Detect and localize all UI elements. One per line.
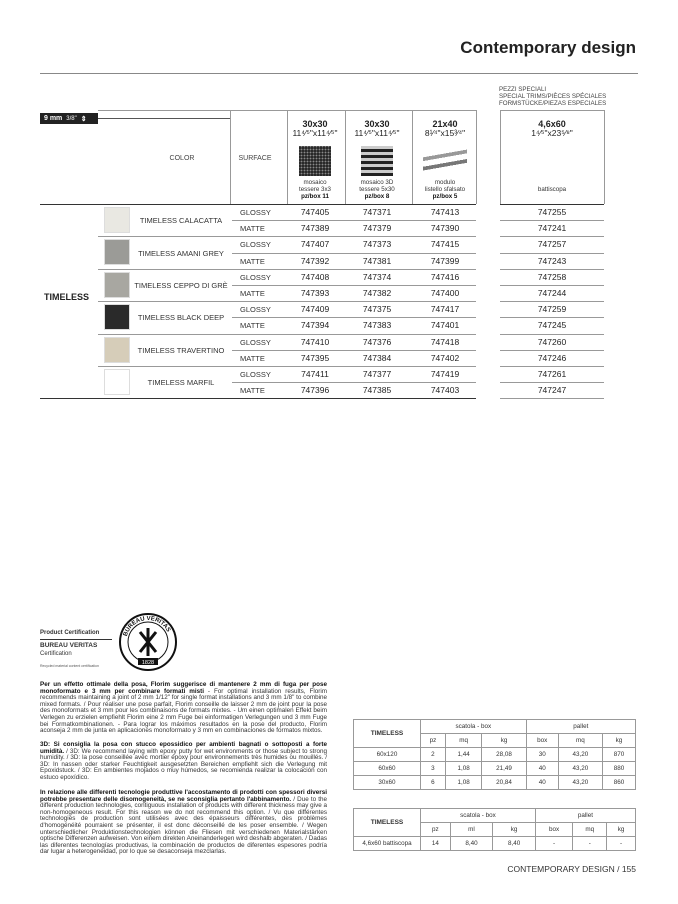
surface-label: MATTE — [240, 256, 265, 266]
cert-rule — [40, 639, 112, 640]
product-code: 747394 — [300, 320, 330, 331]
surface-label: GLOSSY — [240, 370, 271, 379]
product-code: 747418 — [430, 336, 460, 347]
page-footer: CONTEMPORARY DESIGN / 155 — [507, 864, 636, 874]
product-code: 747241 — [537, 223, 567, 234]
pack1-col: mq — [558, 734, 602, 748]
trims-row-line — [500, 253, 604, 254]
pack1-col: box — [526, 734, 558, 748]
pack1-col: pz — [421, 734, 446, 748]
product-code: 747416 — [430, 271, 460, 282]
color-name: TIMELESS BLACK DEEP — [137, 313, 225, 323]
product-code: 747402 — [430, 352, 460, 363]
title-divider — [40, 73, 638, 74]
product-code: 747415 — [430, 239, 460, 250]
pack1-group-box: scatola - box — [421, 720, 527, 734]
color-name: TIMELESS AMANI GREY — [138, 248, 224, 258]
format-inch: 1⁴⁄⁵"x23⁵⁄⁸" — [531, 128, 573, 138]
pack2-col: mq — [573, 823, 607, 837]
trims-row-line — [500, 382, 604, 383]
format-desc1: mosaico — [303, 179, 327, 186]
product-code: 747382 — [362, 288, 392, 298]
trims-top-line — [500, 110, 604, 111]
format-desc2: tessere 5x30 — [359, 186, 395, 193]
special-trims-header — [499, 86, 639, 107]
cert-label-2: BUREAU VERITAS — [40, 642, 98, 649]
format-size: 4,6x60 — [538, 119, 566, 129]
pack2-col: kg — [607, 823, 636, 837]
surface-label: MATTE — [240, 386, 265, 396]
pack2-col: kg — [493, 823, 536, 837]
trims-row-line — [500, 269, 604, 270]
table-bottom-line — [40, 398, 476, 399]
product-code: 747377 — [362, 369, 392, 379]
product-code: 747381 — [362, 255, 392, 266]
row-line — [98, 269, 476, 270]
thickness-arrow-icon: ⇕ — [80, 115, 87, 123]
packing-table-1 — [353, 719, 636, 790]
product-code: 747409 — [300, 304, 330, 315]
product-code: 747408 — [300, 271, 330, 282]
trims-row-line — [500, 301, 604, 302]
text-block-3d: 3D: Si consiglia la posa con stucco epossidico per ambienti bagnati o sottoposti a forte umidità. / 3D: We recommend laying with epoxy putty for wet environments or those subject to strong humidity. / 3D: la pose conseillée avec mortier époxy pour environnements très humides ou mouillés. / 3D: In nassen oder starker Feuchtigkeit ausgesetzten Bereichen empfiehlt sich die Verlegung mit Epoxidstuck. / 3D: En ambientes mojados o muy húmedos, se recomienda realizar la colocación con estuco epoxídico. — [40, 741, 327, 781]
format-size: 30x30 — [364, 119, 390, 129]
surface-label: MATTE — [240, 321, 265, 331]
pack2-group-pallet: pallet — [535, 809, 635, 823]
product-code: 747374 — [362, 271, 392, 282]
product-code: 747419 — [430, 369, 460, 379]
product-code: 747260 — [537, 336, 567, 347]
surface-label: GLOSSY — [240, 240, 271, 250]
row-line — [98, 301, 476, 302]
product-code: 747389 — [300, 223, 330, 234]
packing-table-2 — [353, 808, 636, 851]
column-surface: SURFACE — [238, 155, 272, 162]
product-code: 747259 — [537, 304, 567, 315]
surface-label: GLOSSY — [240, 305, 271, 315]
format-size: 30x30 — [302, 119, 328, 129]
product-code: 747396 — [300, 385, 330, 396]
surface-label: MATTE — [240, 224, 265, 234]
surface-label: GLOSSY — [240, 337, 271, 347]
thickness-line — [98, 118, 230, 119]
pack1-col: kg — [482, 734, 526, 748]
product-code: 747261 — [537, 369, 567, 379]
cert-label-1: Product Certification — [40, 630, 100, 636]
format-desc2: tessere 3x3 — [299, 186, 331, 193]
color-name: TIMELESS CALACATTA — [139, 216, 223, 226]
text-block-thickness: In relazione alle differenti tecnologie produttive l'accostamento di prodotti con spessori diversi potrebbe presentare delle disomogeneità, se ne sconsiglia pertanto l'abbinamento. / Due to the different production technologies, contiguous installation of products with different thickness may give a non-homogeneous result. For this reason we do not recommend this option. / Vu que différentes technologies de production sont utilisées avec des épaisseurs différentes, des problèmes d'homogénéité pourraient se présenter, il est donc déconseillé de les poser ensemble. / Wegen unterschiedlicher Produktionstechnologien können die Fliesen mit verschiedenen Materialstärken optische Differenzen aufweisen. Von einem direkten Aneinanderlegen wird deshalb abgeraten. / Dadas las diferentes tecnologías productivas, la combinación de productos de diferentes espesores podría dar lugar a heterogeneidad, por lo que se desaconseja mezclarlas. — [40, 789, 327, 856]
thickness-mm: 9 mm — [44, 115, 63, 122]
product-code: 747244 — [537, 288, 567, 298]
format-desc1: modulo — [434, 179, 456, 186]
special-trims-it: PEZZI SPECIALI — [499, 86, 547, 93]
product-code: 747258 — [537, 271, 567, 282]
pack2-col: box — [535, 823, 572, 837]
product-code: 747395 — [300, 352, 330, 363]
product-code: 747390 — [430, 223, 460, 234]
format-inch: 8¹⁄⁴"x15³⁄⁴" — [424, 128, 466, 138]
product-code: 747403 — [430, 385, 460, 396]
row-line — [98, 366, 476, 367]
text-block-grout: Per un effetto ottimale della posa, Florim suggerisce di mantenere 2 mm di fuga per pose monoformato e 3 mm per combinare formati misti - For optimal installation results, Florim recommends maintaining a joint of 2 mm 1/12" for single format installations and 3 mm 1/8" to combine mixed formats. / Pour réaliser une pose parfait, Florim conseille de laisser 2 mm de joint pour la pose des monoformats et 3 mm pour les combinaisons de formats mixtes. - Um einen optimalen Effekt beim Verlegen zu erzielen empfiehlt Florim eine 2 mm Fuge bei einformatigen Verlegungen und 3 mm Fuge bei Formatkombinationen. - Para lograr los máximos resultados en la pose del producto, Florim aconseja 2 mm de junta en aplicaciones monoformato y 3 mm en combinaciones de formatos mixtos. — [40, 681, 327, 735]
format-pz: pz/box 8 — [364, 193, 390, 200]
trims-row-line — [500, 398, 604, 399]
thickness-badge — [40, 113, 98, 124]
surface-label: MATTE — [240, 289, 265, 298]
format-inch: 11⁴⁄⁵"x11⁴⁄⁵" — [292, 128, 338, 138]
pack1-label: TIMELESS — [354, 720, 421, 748]
trims-row-line — [500, 366, 604, 367]
format-thumbnail — [299, 146, 331, 176]
trims-row-line — [500, 317, 604, 318]
pack2-col: pz — [421, 823, 451, 837]
certification-logo — [40, 616, 180, 672]
column-color: COLOR — [169, 155, 195, 162]
product-code: 747385 — [362, 385, 392, 396]
pack1-col: kg — [602, 734, 635, 748]
special-trims-de: FORMSTÜCKE/PIEZAS ESPECIALES — [499, 100, 607, 107]
format-thumbnail — [423, 146, 467, 176]
format-thumbnail — [361, 146, 393, 176]
surface-label: GLOSSY — [240, 272, 271, 282]
trims-table-top-line — [500, 204, 604, 205]
color-name: TIMELESS CEPPO DI GRÈ — [134, 281, 228, 290]
surface-label: MATTE — [240, 353, 265, 363]
pack1-group-pallet: pallet — [526, 720, 635, 734]
format-desc1: battiscopa — [537, 186, 567, 193]
format-size: 21x40 — [432, 119, 458, 129]
product-code: 747243 — [537, 255, 567, 266]
format-desc1: mosaico 3D — [360, 179, 394, 186]
pack2-label: TIMELESS — [354, 809, 421, 837]
table-row: 60x120 2 1,44 28,08 30 43,20 870 — [354, 748, 636, 762]
row-line — [98, 236, 476, 237]
product-code: 747255 — [537, 207, 567, 217]
header-col-line — [604, 110, 605, 204]
format-pz: pz/box 5 — [432, 193, 458, 200]
product-code: 747400 — [430, 288, 460, 298]
surface-label: GLOSSY — [240, 208, 271, 217]
pack2-col: ml — [450, 823, 493, 837]
svg-text:BUREAU VERITAS: BUREAU VERITAS — [122, 615, 172, 638]
color-name: TIMELESS MARFIL — [147, 378, 215, 388]
pack1-col: mq — [445, 734, 482, 748]
product-code: 747407 — [300, 239, 330, 250]
family-label: TIMELESS — [44, 292, 90, 302]
table-row: 60x60 3 1,08 21,49 40 43,20 880 — [354, 762, 636, 776]
trims-row-line — [500, 350, 604, 351]
row-line — [232, 317, 476, 318]
product-code: 747383 — [362, 320, 392, 331]
bureau-veritas-seal-icon — [118, 612, 178, 672]
trims-row-line — [500, 236, 604, 237]
product-code: 747405 — [300, 207, 330, 217]
cert-label-3: Certification — [40, 651, 72, 657]
product-code: 747376 — [362, 336, 392, 347]
trims-row-line — [500, 285, 604, 286]
format-inch: 11⁴⁄⁵"x11⁴⁄⁵" — [354, 128, 400, 138]
trims-row-line — [500, 334, 604, 335]
cert-small: Recycled material content certification — [40, 664, 99, 668]
product-code: 747246 — [537, 352, 567, 363]
product-code: 747371 — [362, 207, 392, 217]
table-row: 4,6x60 battiscopa 14 8,40 8,40 - - - — [354, 837, 636, 851]
thickness-inch: 3/8" — [66, 115, 77, 122]
color-name: TIMELESS TRAVERTINO — [137, 345, 225, 355]
table-top-line — [40, 204, 476, 205]
product-code: 747257 — [537, 239, 567, 250]
format-desc2: listello sfalsato — [424, 186, 466, 193]
special-trims-en: SPECIAL TRIMS/PIÈCES SPÉCIALES — [499, 93, 607, 100]
product-code: 747399 — [430, 255, 460, 266]
product-code: 747384 — [362, 352, 392, 363]
table-row: 30x60 6 1,08 20,84 40 43,20 860 — [354, 776, 636, 790]
product-code: 747375 — [362, 304, 392, 315]
product-code: 747379 — [362, 223, 392, 234]
product-code: 747417 — [430, 304, 460, 315]
row-line — [232, 382, 476, 383]
row-line — [232, 220, 476, 221]
pack2-group-box: scatola - box — [421, 809, 536, 823]
row-line — [232, 350, 476, 351]
row-line — [232, 285, 476, 286]
product-code: 747393 — [300, 288, 330, 298]
product-code: 747247 — [537, 385, 567, 396]
page-title: Contemporary design — [460, 38, 636, 57]
product-code: 747413 — [430, 207, 460, 217]
product-code: 747392 — [300, 255, 330, 266]
trims-row-line — [500, 220, 604, 221]
product-code: 747410 — [300, 336, 330, 347]
svg-text:1828: 1828 — [141, 660, 155, 666]
product-code: 747373 — [362, 239, 392, 250]
format-pz: pz/box 11 — [301, 193, 329, 200]
row-line — [232, 253, 476, 254]
product-code: 747245 — [537, 320, 567, 331]
product-code: 747411 — [301, 369, 329, 379]
row-line — [98, 334, 476, 335]
product-code: 747401 — [430, 320, 460, 331]
